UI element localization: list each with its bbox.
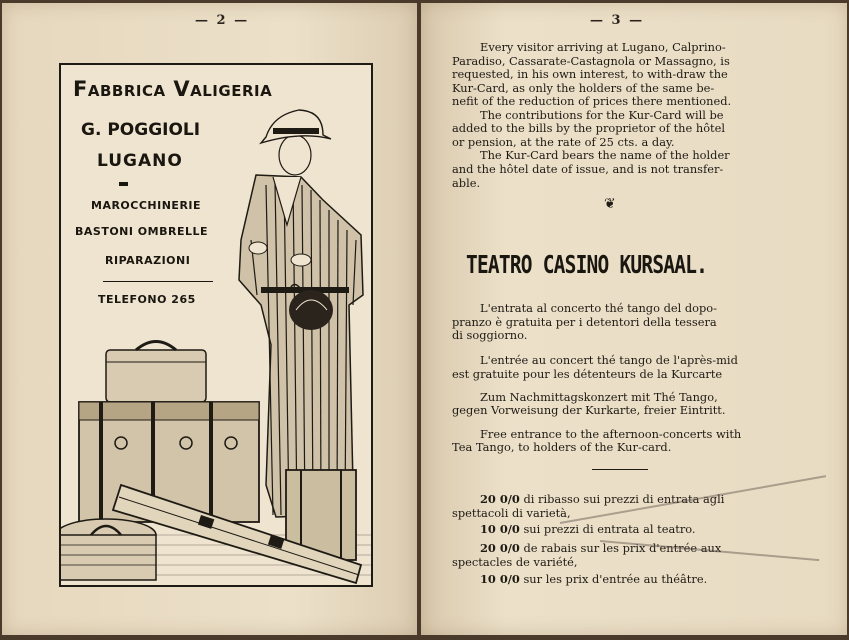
ad-city: LUGANO: [97, 151, 183, 171]
discount-line-continued: spettacoli di varietà,: [452, 506, 571, 520]
discount-line: [480, 573, 707, 587]
intro-line: able.: [452, 176, 481, 190]
paragraph-line: L'entrée au concert thé tango de l'après-mid: [480, 353, 738, 367]
ad-line-bastoni: BASTONI OMBRELLE: [75, 225, 209, 238]
paragraph-line: Zum Nachmittagskonzert mit Thé Tango,: [480, 390, 718, 404]
paragraph-line: L'entrata al concerto thé tango del dopo-: [480, 301, 718, 315]
discount-text: di ribasso sui prezzi di entrata agli: [519, 492, 725, 506]
heading-teatro: TEATRO CASINO KURSAAL.: [466, 250, 708, 279]
paragraph-line: Free entrance to the afternoon-concerts with: [480, 427, 742, 441]
paragraph-line: Tea Tango, to holders of the Kur-card.: [452, 440, 672, 454]
intro-line: added to the bills by the proprietor of the hôtel: [452, 121, 726, 135]
ad-line-riparazioni: RIPARAZIONI: [105, 254, 191, 267]
ad-rule: [103, 281, 213, 282]
paragraph-line: di soggiorno.: [452, 328, 528, 342]
page-number-right: — 3 —: [590, 13, 645, 28]
intro-line: The contributions for the Kur-Card will be: [480, 108, 724, 122]
discount-text: sur les prix d'entrée au théâtre.: [519, 572, 708, 586]
illustration-woman-luggage: [61, 65, 371, 585]
section-rule: [592, 469, 648, 470]
ad-phone: TELEFONO 265: [98, 293, 196, 306]
discount-percent: 10 0/0: [480, 522, 520, 536]
ad-divider: [119, 182, 128, 186]
intro-line: requested, in his own interest, to with-draw the: [452, 67, 728, 81]
ad-name: G. POGGIOLI: [81, 120, 201, 140]
discount-text: de rabais sur les prix d'entrée aux: [519, 541, 722, 555]
intro-line: The Kur-Card bears the name of the holder: [480, 148, 730, 162]
discount-percent: 20 0/0: [480, 541, 520, 555]
ad-title: Fabbrica Valigeria: [73, 77, 273, 101]
paragraph-line: gegen Vorweisung der Kurkarte, freier Eintritt.: [452, 403, 726, 417]
paragraph-line: est gratuite pour les détenteurs de la Kurcarte: [452, 367, 723, 381]
ornament-icon: ❦: [604, 196, 616, 212]
intro-line: and the hôtel date of issue, and is not transfer-: [452, 162, 724, 176]
intro-line: or pension, at the rate of 25 cts. a day.: [452, 135, 675, 149]
intro-line: nefit of the reduction of prices there mentioned.: [452, 94, 732, 108]
paragraph-line: pranzo è gratuita per i detentori della tessera: [452, 315, 717, 329]
discount-percent: 20 0/0: [480, 492, 520, 506]
discount-line-continued: spectacles de variété,: [452, 555, 578, 569]
advertisement: [59, 63, 373, 587]
discount-percent: 10 0/0: [480, 572, 520, 586]
discount-text: sui prezzi di entrata al teatro.: [519, 522, 696, 536]
discount-line: [480, 523, 696, 537]
ad-line-marocchinerie: MAROCCHINERIE: [91, 199, 202, 212]
page-number-left: — 2 —: [195, 13, 250, 28]
intro-line: Every visitor arriving at Lugano, Calprino-: [480, 40, 726, 54]
intro-line: Kur-Card, as only the holders of the same be-: [452, 81, 715, 95]
intro-line: Paradiso, Cassarate-Castagnola or Massagno, is: [452, 54, 730, 68]
